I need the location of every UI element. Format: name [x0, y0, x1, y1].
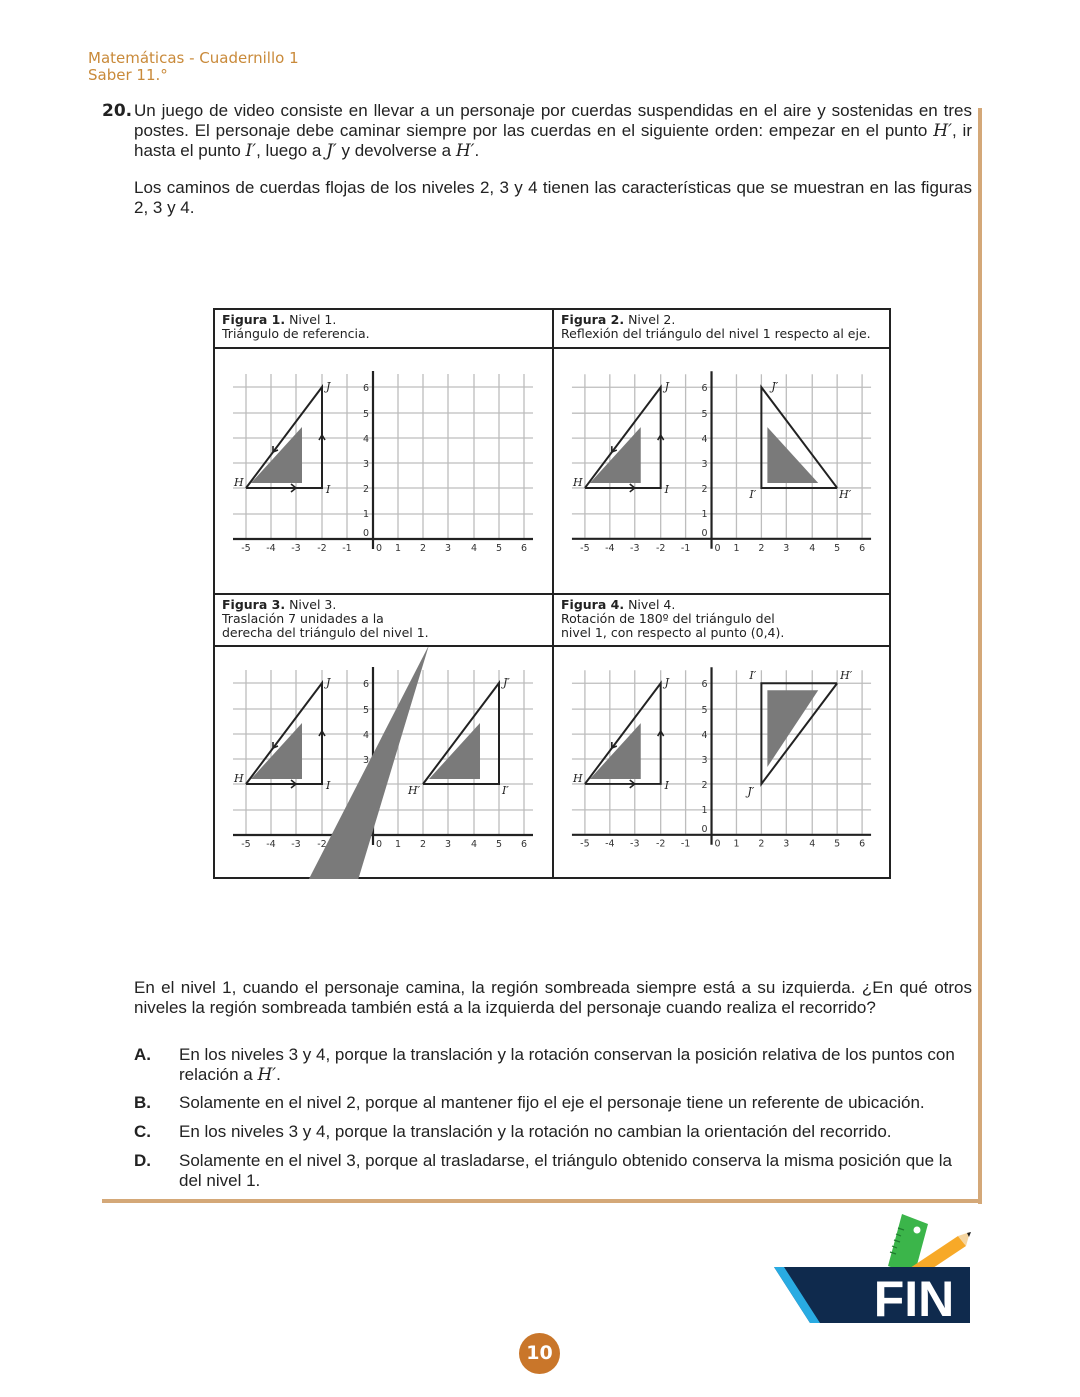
question-paragraph-2: Los caminos de cuerdas flojas de los niveles 2, 3 y 4 tienen las características que se muestran en las figuras 2, 3 y 4.: [134, 178, 972, 217]
figure-4-plot: [554, 647, 891, 879]
figure-2-plot: [554, 349, 891, 594]
svg-text:J′: J′: [747, 784, 755, 798]
option-a-letter: A.: [134, 1045, 151, 1064]
question-intro: Un juego de video consiste en llevar a un personaje por cuerdas suspendidas en el aire y sostenidas en tres postes. El personaje debe caminar siempre por las cuerdas en el siguiente orden: empezar en el punto H′, ir hasta el punto I′, luego a J′ y devolverse a H′.: [134, 101, 972, 161]
svg-text:J: J: [326, 380, 331, 393]
svg-text:3: 3: [444, 543, 452, 554]
svg-text:H: H: [234, 476, 244, 489]
figure-4-caption: Figura 4. Nivel 4. Rotación de 180º del triángulo del nivel 1, con respecto al punto (0,4).: [554, 595, 891, 647]
fin-label: FIN: [873, 1271, 955, 1326]
option-d-text: Solamente en el nivel 3, porque al trasladarse, el triángulo obtenido conserva la misma posición que la del nivel 1.: [179, 1151, 953, 1190]
option-b-text: Solamente en el nivel 2, porque al mantener fijo el eje el personaje tiene un referente de ubicación.: [179, 1093, 925, 1112]
math-i-prime: I′: [245, 141, 257, 161]
figure-1-caption: Figura 1. Nivel 1. Triángulo de referencia.: [215, 310, 553, 349]
svg-text:I: I: [326, 483, 331, 496]
frame-right-border: [978, 108, 982, 1204]
svg-text:1: 1: [394, 543, 402, 554]
svg-text:3: 3: [362, 459, 370, 470]
svg-text:-1: -1: [342, 543, 352, 554]
svg-text:1: 1: [362, 509, 370, 520]
option-b-letter: B.: [134, 1093, 151, 1112]
figure-3-plot: [215, 647, 553, 879]
svg-text:-2: -2: [317, 543, 327, 554]
svg-text:4: 4: [470, 543, 478, 554]
figure-3-panel: [215, 595, 553, 879]
option-c-letter: C.: [134, 1122, 151, 1141]
option-d[interactable]: [134, 1151, 972, 1191]
svg-text:-4: -4: [266, 543, 276, 554]
svg-text:5: 5: [362, 409, 370, 420]
svg-text:6: 6: [520, 543, 528, 554]
math-h-prime: H′: [455, 141, 475, 161]
svg-text:I′: I′: [749, 487, 757, 501]
svg-text:I′: I′: [502, 784, 509, 797]
svg-text:J′: J′: [771, 380, 779, 394]
figure-3-caption: Figura 3. Nivel 3. Traslación 7 unidades a la derecha del triángulo del nivel 1.: [215, 595, 553, 647]
math-j-prime: J′: [326, 141, 337, 161]
option-c-text: En los niveles 3 y 4, porque la translación y la rotación no cambian la orientación del recorrido.: [179, 1122, 892, 1141]
svg-text:J′: J′: [503, 676, 510, 689]
page-number-badge: 10: [519, 1333, 560, 1374]
svg-text:I′: I′: [749, 669, 757, 683]
figure-2-panel: [554, 310, 891, 594]
svg-text:2: 2: [419, 543, 427, 554]
svg-text:0: 0: [362, 528, 370, 539]
question-number: 20.: [102, 101, 133, 121]
figure-1-plot: [215, 349, 553, 594]
header-subject: Matemáticas - Cuadernillo 1: [88, 49, 299, 67]
fin-logo: [770, 1206, 975, 1326]
svg-text:6: 6: [362, 383, 370, 394]
page-header: [88, 50, 299, 84]
figure-1-panel: [215, 310, 553, 594]
option-c[interactable]: [134, 1122, 972, 1142]
svg-text:4: 4: [362, 434, 370, 445]
option-a[interactable]: [134, 1045, 972, 1085]
figure-4-panel: [554, 595, 891, 879]
option-b[interactable]: [134, 1093, 972, 1113]
svg-text:-5: -5: [241, 543, 251, 554]
question-prompt: En el nivel 1, cuando el personaje camina, la región sombreada siempre está a su izquierda. ¿En qué otros niveles la región sombreada también está a la izquierda del personaje cuando realiza el recorrido?: [134, 978, 972, 1017]
option-d-letter: D.: [134, 1151, 151, 1170]
svg-text:-3: -3: [291, 543, 301, 554]
option-a-text: En los niveles 3 y 4, porque la translación y la rotación conservan la posición relativa de los puntos con relación a H′.: [179, 1045, 955, 1085]
frame-bottom-border: [102, 1199, 982, 1203]
svg-text:H′: H′: [839, 487, 852, 501]
figures-table: [213, 308, 891, 879]
svg-text:H′: H′: [408, 784, 421, 797]
svg-text:2: 2: [362, 484, 370, 495]
svg-text:H′: H′: [840, 669, 853, 683]
svg-text:0: 0: [375, 543, 383, 554]
figure-2-caption: Figura 2. Nivel 2. Reflexión del triángulo del nivel 1 respecto al eje.: [554, 310, 891, 349]
math-h-prime: H′: [933, 120, 952, 141]
svg-text:5: 5: [495, 543, 503, 554]
header-grade: Saber 11.°: [88, 66, 168, 84]
